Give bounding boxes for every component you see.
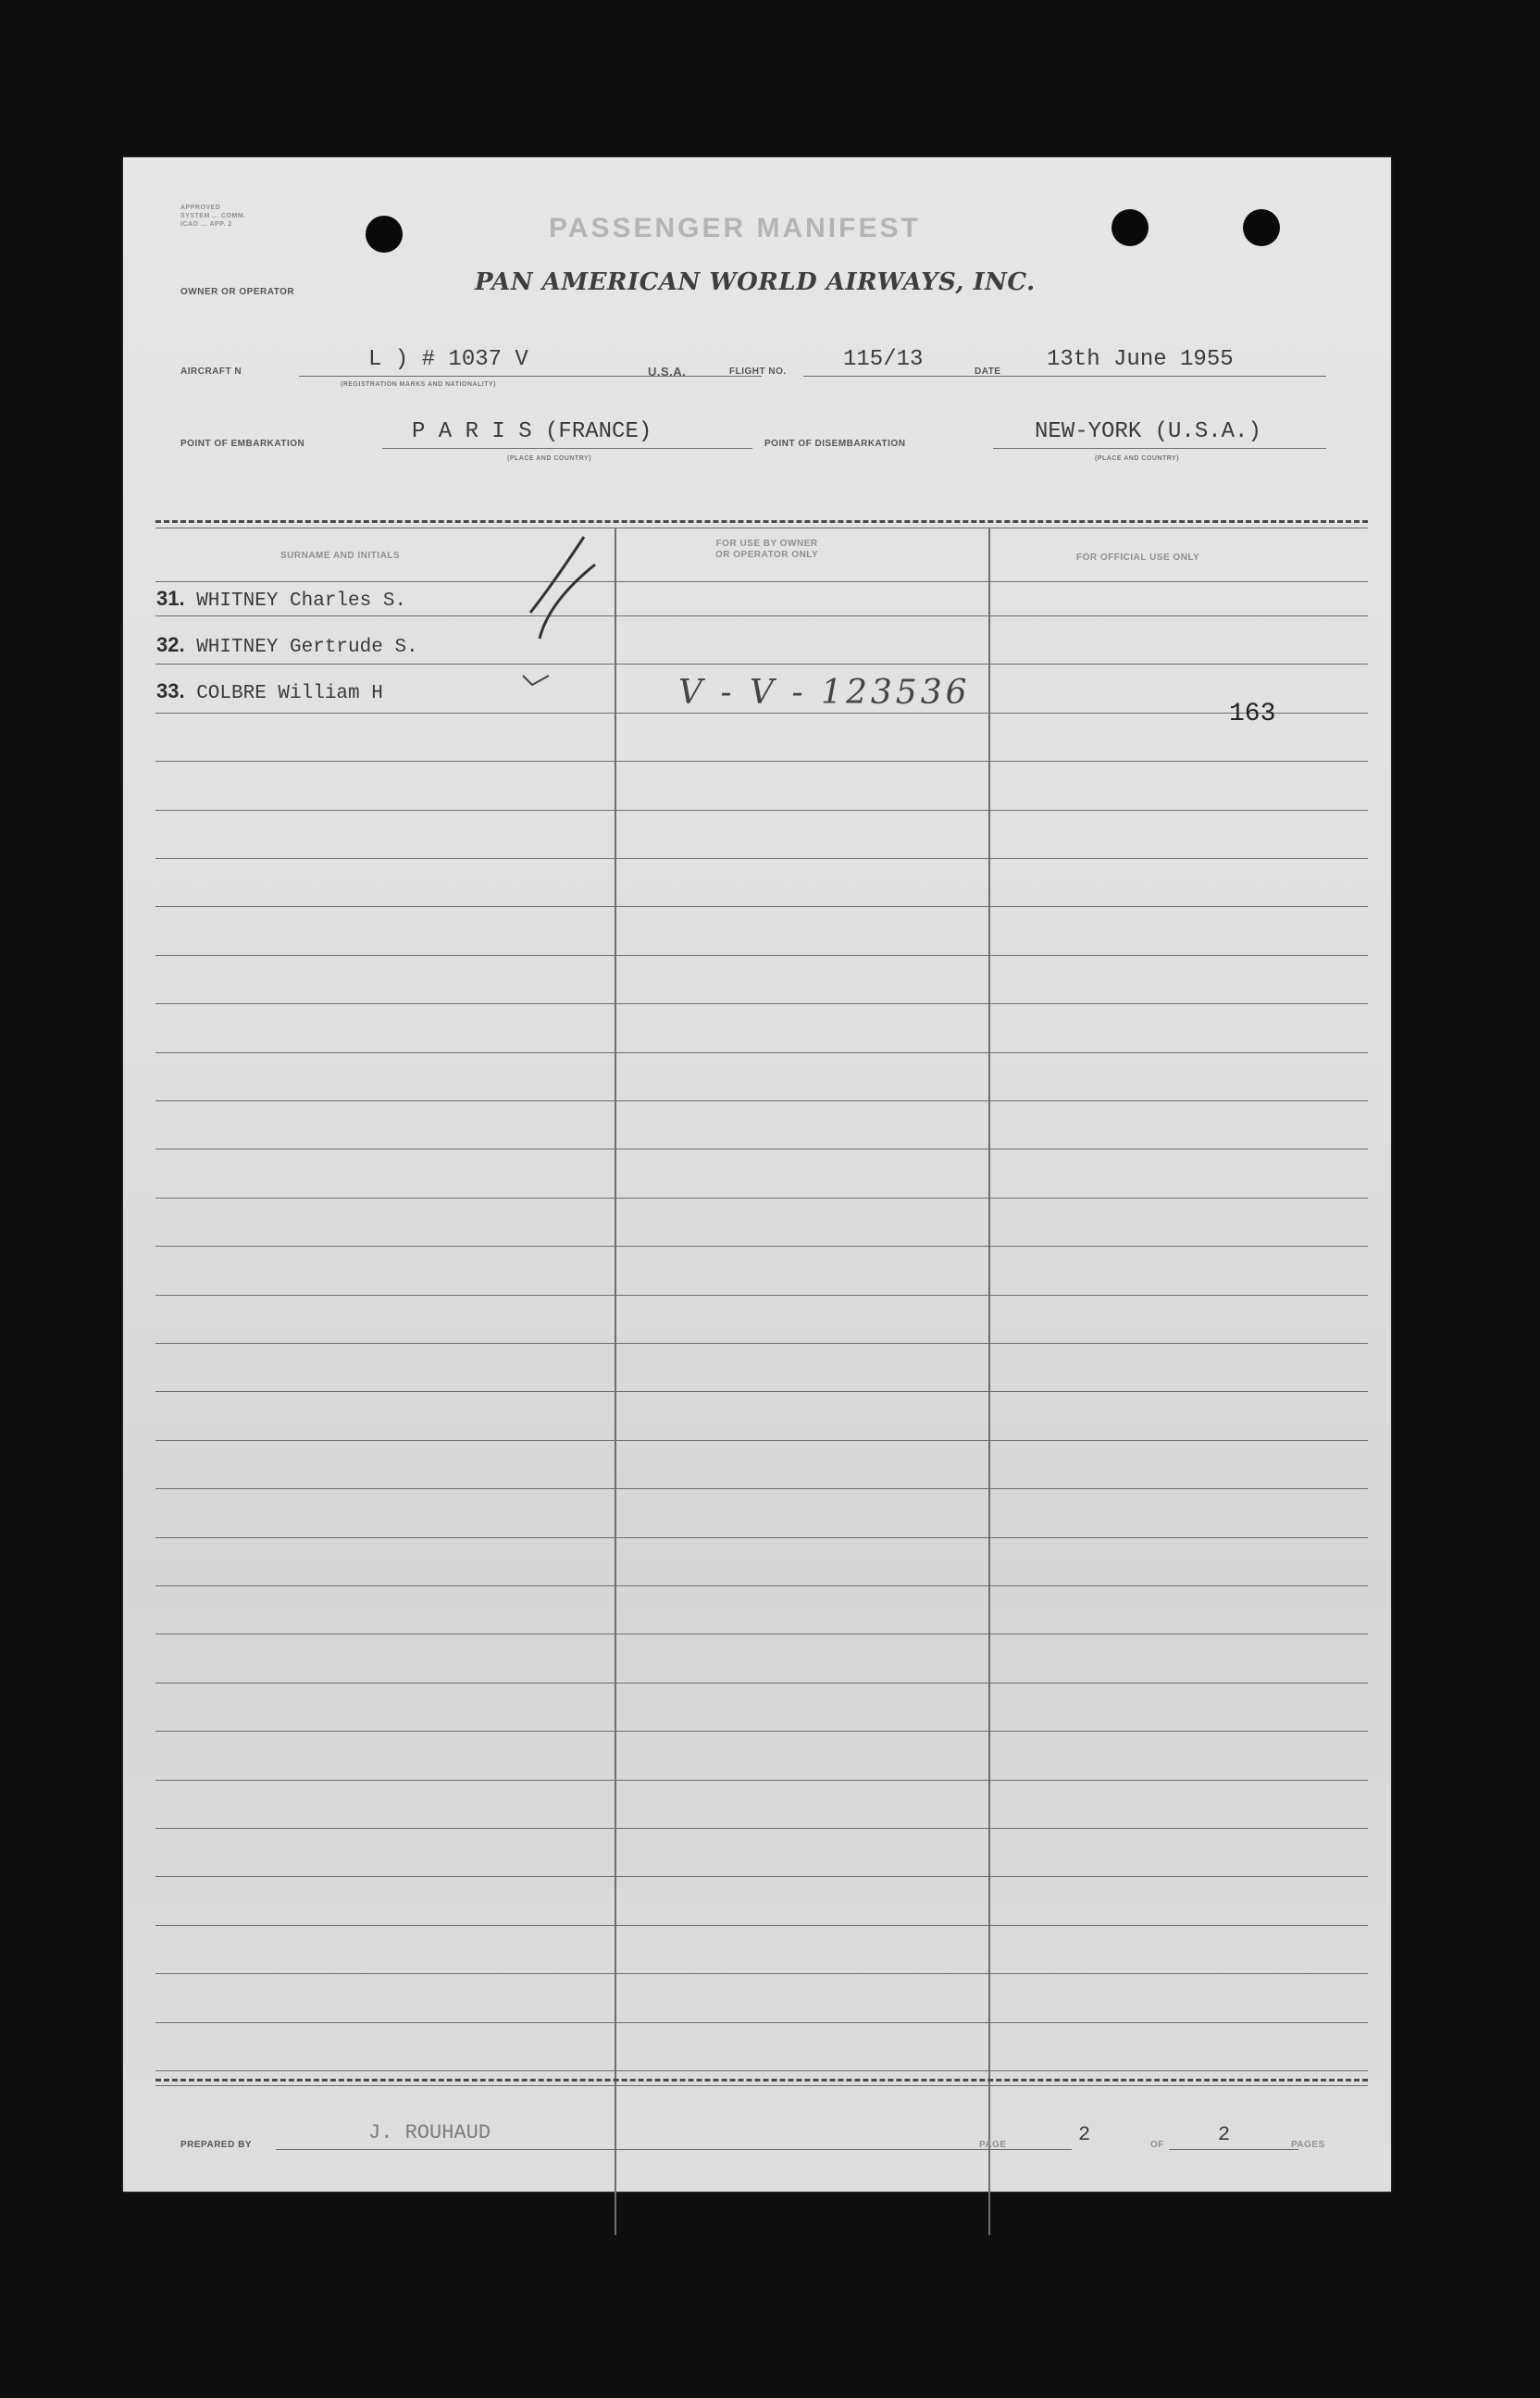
aircraft-label: AIRCRAFT N [180, 367, 242, 377]
prepared-value: J. ROUHAUD [368, 2121, 491, 2144]
ruled-line [155, 2070, 1368, 2071]
passenger-name: WHITNEY Charles S. [196, 590, 407, 612]
col-operator-header-line1: FOR USE BY OWNER [715, 539, 818, 549]
embarkation-underline [382, 448, 752, 449]
date-value: 13th June 1955 [1047, 347, 1234, 372]
registration-caption: (REGISTRATION MARKS AND NATIONALITY) [341, 381, 496, 388]
date-label: DATE [975, 367, 1001, 377]
disembarkation-label: POINT OF DISEMBARKATION [764, 439, 906, 449]
prepared-underline [276, 2149, 1072, 2150]
ruled-line [155, 1876, 1368, 1877]
table-bottom-border-2 [155, 2085, 1368, 2086]
ruled-line [155, 615, 1368, 616]
check-mark-33 [523, 676, 549, 685]
ruled-line [155, 1973, 1368, 1974]
passenger-row-31 [156, 587, 406, 612]
aircraft-value: L ) # 1037 V [368, 347, 528, 372]
usa-label: U.S.A. [648, 365, 687, 379]
passenger-row-32 [156, 633, 418, 658]
ruled-line [155, 1100, 1368, 1101]
pages-label: PAGES [1291, 2140, 1325, 2150]
aircraft-underline [299, 376, 762, 377]
ruled-line [155, 1198, 1368, 1199]
ruled-line [155, 713, 1368, 714]
company-name: PAN AMERICAN WORLD AIRWAYS, INC. [475, 268, 1036, 296]
handwritten-checkmarks [512, 528, 614, 713]
place-caption-embarkation: (PLACE AND COUNTRY) [507, 455, 592, 462]
place-caption-disembarkation: (PLACE AND COUNTRY) [1095, 455, 1180, 462]
page-label: PAGE [979, 2140, 1007, 2150]
row-number: 33. [156, 679, 185, 702]
owner-label: OWNER OR OPERATOR [180, 287, 295, 297]
column-divider-1 [615, 528, 616, 2235]
passenger-row-33 [156, 679, 383, 704]
pages-value: 2 [1218, 2123, 1231, 2146]
ruled-line [155, 1052, 1368, 1053]
approval-line-2: SYSTEM ... COMM. [180, 213, 246, 219]
col-official-header: FOR OFFICIAL USE ONLY [1076, 553, 1200, 563]
punch-hole-right [1243, 209, 1280, 246]
embarkation-value: P A R I S (FRANCE) [412, 419, 652, 444]
date-underline [1025, 376, 1326, 377]
ruled-line [155, 1246, 1368, 1247]
punch-hole-left [366, 216, 403, 253]
ruled-line [155, 906, 1368, 907]
page-value: 2 [1078, 2123, 1091, 2146]
col-operator-header [715, 539, 818, 561]
operator-handwritten-note: V - V - 123536 [678, 674, 971, 712]
ruled-line [155, 761, 1368, 762]
disembarkation-underline [993, 448, 1326, 449]
ruled-line [155, 810, 1368, 811]
ruled-line [155, 858, 1368, 859]
ruled-line [155, 1440, 1368, 1441]
header-bottom-border [155, 581, 1368, 582]
passenger-name: COLBRE William H [196, 683, 383, 704]
flight-label: FLIGHT NO. [729, 367, 787, 377]
manifest-sheet [123, 157, 1391, 2192]
row-number: 31. [156, 587, 185, 610]
ruled-line [155, 1731, 1368, 1732]
punch-hole-middle [1112, 209, 1149, 246]
form-title: PASSENGER MANIFEST [549, 213, 921, 243]
col-surname-header: SURNAME AND INITIALS [280, 551, 401, 561]
ruled-line [155, 1003, 1368, 1004]
ruled-line [155, 1488, 1368, 1489]
ruled-line [155, 955, 1368, 956]
ruled-line [155, 1828, 1368, 1829]
ruled-line [155, 1537, 1368, 1538]
table-bottom-border [155, 2079, 1368, 2081]
official-note: 163 [1229, 700, 1276, 728]
ruled-line [155, 1585, 1368, 1586]
approval-line-3: ICAO ... APP. 2 [180, 221, 232, 228]
ruled-line [155, 1780, 1368, 1781]
passenger-name: WHITNEY Gertrude S. [196, 637, 418, 658]
table-top-border [155, 520, 1368, 523]
ruled-line [155, 1683, 1368, 1684]
of-label: OF [1150, 2140, 1164, 2150]
col-operator-header-line2: OR OPERATOR ONLY [715, 550, 819, 560]
approval-block [180, 204, 246, 229]
ruled-line [155, 664, 1368, 665]
ruled-line [155, 2022, 1368, 2023]
disembarkation-value: NEW-YORK (U.S.A.) [1035, 419, 1261, 444]
pages-underline [1169, 2149, 1298, 2150]
approval-line-1: APPROVED [180, 205, 221, 211]
row-number: 32. [156, 633, 185, 656]
prepared-label: PREPARED BY [180, 2140, 252, 2150]
ruled-line [155, 1295, 1368, 1296]
check-mark-32 [540, 565, 595, 639]
flight-value: 115/13 [843, 347, 924, 372]
ruled-line [155, 1343, 1368, 1344]
ruled-line [155, 1925, 1368, 1926]
ruled-line [155, 1391, 1368, 1392]
column-divider-2 [988, 528, 990, 2235]
embarkation-label: POINT OF EMBARKATION [180, 439, 305, 449]
